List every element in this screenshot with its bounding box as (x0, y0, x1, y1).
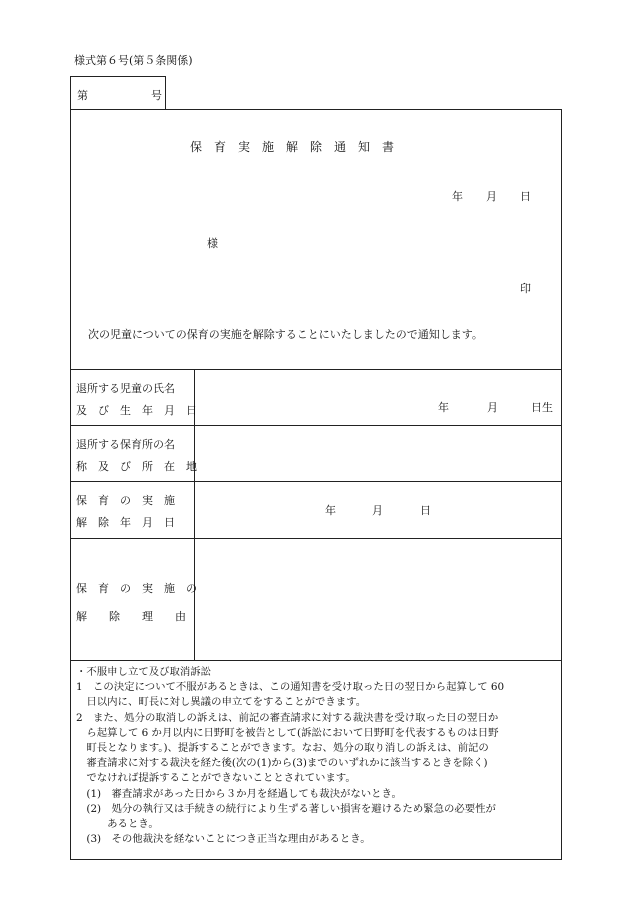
divider (70, 369, 562, 370)
notice-line: 1 この決定について不服があるときは、この通知書を受け取った日の翌日から起算して 60 (76, 681, 505, 694)
number-box (70, 76, 166, 110)
birth-day-label: 日生 (531, 401, 553, 414)
row-label-child-name: 退所する児童の氏名 (76, 382, 175, 395)
number-prefix: 第 (77, 89, 88, 102)
birth-year-label: 年 (438, 401, 449, 414)
release-day-label: 日 (420, 504, 431, 517)
form-header: 様式第６号(第５条関係) (74, 54, 193, 67)
notice-heading: ・不服申し立て及び取消訴訟 (76, 666, 212, 678)
notice-line: 日以内に、町長に対し異議の申立てをすることができます。 (76, 696, 367, 709)
divider (70, 538, 562, 539)
notice-line: 2 また、処分の取消しの訴えは、前記の審査請求に対する裁決書を受け取った日の翌日か (76, 711, 499, 724)
document-title: 保 育 実 施 解 除 通 知 書 (190, 140, 395, 154)
notice-line: (1) 審査請求があった日から３か月を経過しても裁決がないとき。 (76, 787, 402, 800)
divider (70, 660, 562, 661)
row-label-release-reason-2: 解 除 理 由 (76, 610, 186, 623)
seal-mark: 印 (520, 282, 531, 295)
row-label-child-birthdate: 及 び 生 年 月 日 (76, 404, 197, 417)
notice-line: 町長となります。)、提訴することができます。なお、処分の取り消しの訴えは、前記の (76, 742, 489, 755)
issue-date-day: 日 (520, 190, 531, 203)
appeal-notice (76, 665, 566, 847)
row-label-release-date-1: 保 育 の 実 施 (76, 494, 175, 507)
release-month-label: 月 (372, 504, 383, 517)
divider (70, 425, 562, 426)
issue-date-month: 月 (486, 190, 497, 203)
row-label-release-reason-1: 保 育 の 実 施 の (76, 582, 197, 595)
divider (70, 481, 562, 482)
notice-line: あるとき。 (76, 818, 159, 831)
notice-line: ら起算して 6 か月以内に日野町を被告として(訴訟において日野町を代表するものは日野 (76, 726, 499, 739)
number-suffix: 号 (151, 89, 162, 102)
release-year-label: 年 (325, 504, 336, 517)
notice-line: (2) 処分の執行又は手続きの続行により生ずる著しい損害を避けるため緊急の必要性が (76, 802, 496, 815)
row-label-nursery-address: 称 及 び 所 在 地 (76, 460, 197, 473)
notice-line: でなければ提訴することができないこととされています。 (76, 772, 356, 785)
issue-date-year: 年 (452, 190, 463, 203)
notice-line: (3) その他裁決を経ないことにつき正当な理由があるとき。 (76, 833, 371, 846)
notification-text: 次の児童についての保育の実施を解除することにいたしましたので通知します。 (88, 328, 483, 341)
row-label-release-date-2: 解 除 年 月 日 (76, 516, 175, 529)
birth-month-label: 月 (487, 401, 498, 414)
row-label-nursery-name: 退所する保育所の名 (76, 438, 175, 451)
recipient-suffix: 様 (207, 237, 218, 250)
notice-line: 審査請求に対する裁決を経た後(次の(1)から(3)までのいずれかに該当するときを除く) (76, 757, 488, 770)
